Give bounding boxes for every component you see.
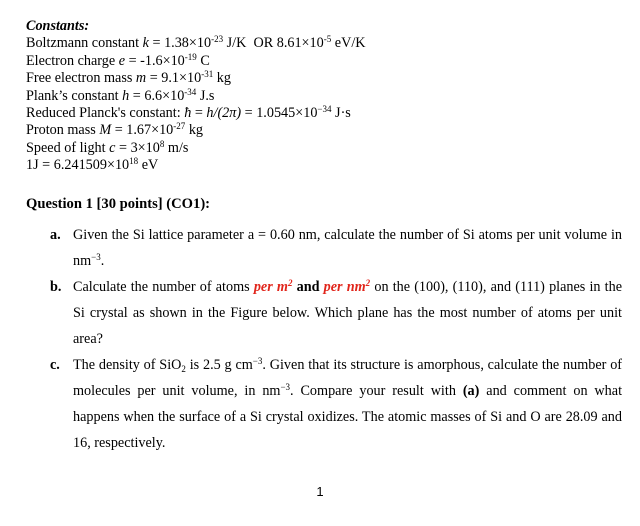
reduced-planck-formula: h/(2π)	[206, 105, 242, 122]
planck-value	[144, 88, 196, 104]
part-a-label: a.	[50, 227, 61, 243]
proton-mass-unit: kg	[188, 122, 204, 139]
part-a	[50, 222, 622, 274]
constants-section	[26, 18, 366, 175]
part-b-per-m-exponent: 2	[287, 278, 293, 288]
part-c-text-5: and comment on what happens when the surface of a Si crystal oxidizes. The atomic masses of Si and O are 28.09 and 16, respectively.	[73, 383, 623, 451]
part-a-text-main: Given the Si lattice parameter a = 0.60 nm, calculate the number of Si atoms per unit volume in nm	[73, 227, 622, 269]
electron-charge-eq: =	[128, 52, 137, 69]
proton-mass-value	[126, 122, 185, 138]
boltzmann-mantissa-1: 1.38×10	[164, 35, 212, 52]
electron-charge-value	[140, 53, 197, 69]
part-c-text-2: is 2.5 g cm	[189, 357, 253, 373]
page-number: 1	[316, 484, 324, 499]
boltzmann-value-2	[277, 35, 332, 51]
reduced-planck-exponent: −34	[317, 104, 332, 115]
electron-mass-exponent: -31	[201, 69, 214, 80]
reduced-planck-mantissa: 1.0545×10	[256, 105, 318, 122]
boltzmann-unit-1: J/K	[226, 35, 247, 52]
constants-heading: Constants:	[26, 18, 90, 34]
part-b-text	[73, 274, 622, 352]
part-b-per-nm-exponent: 2	[365, 278, 371, 288]
part-c-exponent-2: −3	[280, 382, 291, 392]
part-c-ref-a: (a)	[462, 383, 480, 399]
electron-mass-symbol: m	[135, 70, 147, 87]
proton-mass-exponent: -27	[173, 121, 186, 132]
planck-symbol: h	[122, 87, 130, 104]
reduced-planck-label: Reduced Planck's constant:	[26, 105, 181, 122]
electron-charge-symbol: e	[118, 52, 126, 69]
part-b-per-m2	[254, 279, 293, 295]
part-b-text-2: on the (100), (110), and (111) planes in the Si crystal as shown in the Figure below. Which plane has the most number of atoms per unit area?	[73, 279, 623, 347]
proton-mass-label: Proton mass	[26, 122, 96, 139]
part-c	[50, 352, 622, 456]
part-b-text-1: Calculate the number of atoms	[73, 279, 250, 295]
part-b-label: b.	[50, 279, 62, 295]
question-title: Question 1 [30 points] (CO1):	[26, 196, 211, 212]
speed-of-light-unit: m/s	[167, 139, 189, 156]
joule-value	[54, 157, 138, 173]
part-a-exponent: −3	[91, 252, 101, 262]
part-c-text-4: . Compare your result with	[290, 383, 456, 399]
planck-eq: =	[132, 87, 141, 104]
planck-unit: J.s	[199, 87, 215, 104]
electron-mass-unit: kg	[216, 70, 231, 87]
electron-mass-label: Free electron mass	[26, 70, 133, 87]
part-c-label: c.	[50, 357, 60, 373]
boltzmann-exponent-1: -23	[211, 34, 224, 45]
boltzmann-symbol: k	[142, 35, 149, 52]
joule-eq: =	[42, 157, 51, 174]
part-a-text	[73, 222, 622, 274]
speed-of-light-symbol: c	[109, 139, 116, 156]
part-b-per-nm2	[324, 279, 371, 295]
speed-of-light-mantissa: 3×10	[130, 139, 160, 156]
electron-mass-value	[161, 70, 213, 86]
part-b	[50, 274, 622, 352]
electron-charge-exponent: -19	[184, 51, 197, 62]
constant-boltzmann	[26, 35, 366, 52]
boltzmann-label: Boltzmann constant	[26, 35, 140, 52]
electron-mass-eq: =	[149, 70, 158, 87]
boltzmann-value-1	[164, 35, 223, 51]
part-c-subscript: 2	[181, 364, 186, 374]
proton-mass-symbol: M	[99, 122, 112, 139]
reduced-planck-unit: J·s	[335, 105, 351, 122]
part-c-text-3: . Given that its structure is amorphous, calculate the number of molecules per unit volume, in nm	[73, 357, 623, 399]
joule-exponent: 18	[129, 156, 139, 167]
proton-mass-eq: =	[114, 122, 123, 139]
constant-speed-of-light	[26, 140, 366, 157]
speed-of-light-eq: =	[119, 139, 128, 156]
reduced-planck-eq-2: =	[244, 105, 253, 122]
electron-mass-mantissa: 9.1×10	[161, 70, 202, 87]
electron-charge-label: Electron charge	[26, 52, 116, 69]
joule-label: 1J	[26, 157, 39, 174]
part-a-text-end: .	[100, 253, 105, 269]
planck-mantissa: 6.6×10	[144, 87, 185, 104]
speed-of-light-exponent: 8	[159, 138, 165, 149]
planck-exponent: -34	[184, 86, 197, 97]
part-c-text	[73, 352, 622, 456]
part-b-and: and	[296, 279, 320, 295]
electron-charge-mantissa: -1.6×10	[140, 52, 185, 69]
proton-mass-mantissa: 1.67×10	[126, 122, 174, 139]
question-parts	[50, 222, 622, 456]
boltzmann-unit-2: eV/K	[334, 35, 366, 52]
constant-proton-mass	[26, 122, 366, 139]
part-c-text-1: The density of SiO	[73, 357, 182, 373]
part-b-per-m-text: per m	[253, 279, 288, 295]
electron-charge-unit: C	[200, 52, 210, 69]
part-c-exponent-1: −3	[252, 356, 263, 366]
speed-of-light-value	[131, 140, 165, 156]
constant-planck	[26, 88, 366, 105]
joule-mantissa: 6.241509×10	[53, 157, 130, 174]
constant-electron-charge	[26, 53, 366, 70]
speed-of-light-label: Speed of light	[26, 139, 106, 156]
reduced-planck-value	[256, 105, 331, 121]
constant-joule	[26, 157, 366, 174]
joule-unit: eV	[141, 157, 159, 174]
planck-label: Plank’s constant	[26, 87, 119, 104]
reduced-planck-symbol: ħ	[184, 105, 192, 122]
part-b-per-nm-text: per nm	[323, 279, 366, 295]
constant-reduced-planck	[26, 105, 366, 122]
reduced-planck-eq: =	[194, 105, 203, 122]
boltzmann-eq: =	[152, 35, 161, 52]
boltzmann-or: OR	[253, 35, 274, 52]
boltzmann-exponent-2: -5	[323, 34, 332, 45]
constant-electron-mass	[26, 70, 366, 87]
boltzmann-mantissa-2: 8.61×10	[276, 35, 324, 52]
